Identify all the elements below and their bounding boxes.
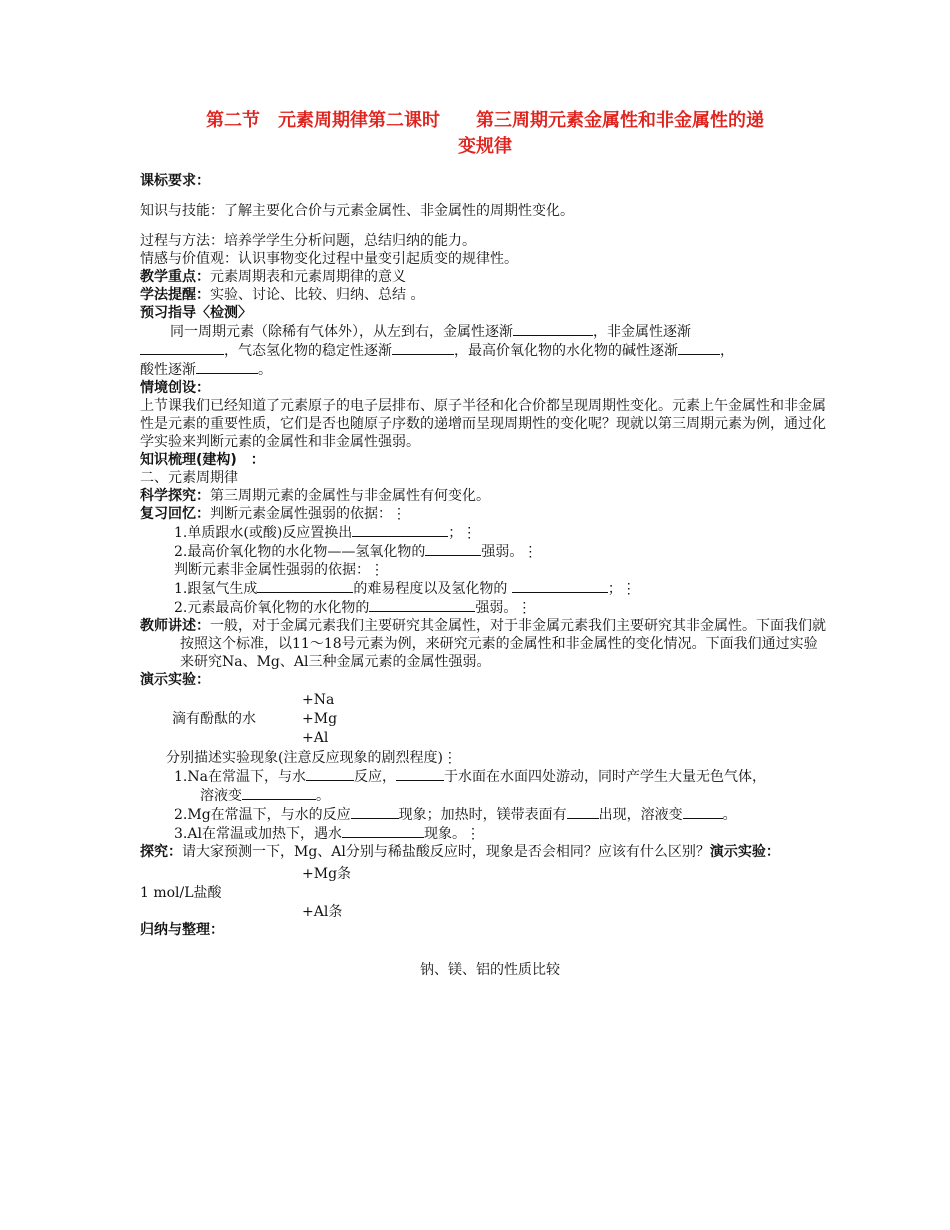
answer-blank[interactable] — [512, 579, 608, 593]
title-line-1: 第二节 元素周期律第二课时 第三周期元素金属性和非金属性的递 — [206, 110, 764, 131]
preview-text-2c: ， — [720, 343, 734, 359]
teaching-focus-label: 教学重点： — [140, 269, 210, 285]
answer-blank[interactable] — [196, 360, 258, 374]
phenomenon-2b: 现象；加热时，镁带表面有 — [398, 807, 567, 823]
nonmetal-criterion-2b: 强弱。⋮ — [475, 600, 532, 616]
phenomenon-3b: 现象。⋮ — [423, 826, 480, 842]
study-tips-label: 学法提醒： — [140, 287, 210, 303]
experiment-2-diagram — [140, 865, 830, 921]
title-line-2: 变规律 — [458, 136, 512, 157]
inquiry-text: 请大家预测一下，Mg、Al分别与稀盐酸反应时，现象是否会相同？应该有什么区别？ — [182, 844, 710, 860]
phenomenon-1-cont — [140, 786, 830, 805]
exp2-add-al: +Al条 — [302, 904, 343, 920]
phenomenon-1a: 1.Na在常温下，与水 — [174, 769, 306, 785]
table-caption: 钠、镁、铝的性质比较 — [420, 962, 560, 978]
phenomenon-1 — [140, 767, 830, 786]
scientific-inquiry — [140, 487, 830, 505]
describe-phenomena: 分别描述实验现象(注意反应现象的剧烈程度)⋮ — [166, 750, 457, 766]
metal-criterion-2 — [140, 542, 830, 561]
answer-blank[interactable] — [678, 341, 720, 355]
preview-text-2b: ，最高价氧化物的水化物的碱性逐渐 — [454, 343, 678, 359]
teaching-focus — [140, 268, 830, 286]
answer-blank[interactable] — [567, 805, 599, 819]
answer-blank[interactable] — [425, 542, 481, 556]
phenomenon-1e: 。 — [316, 788, 330, 804]
preview-text-2a: ，气态氢化物的稳定性逐渐 — [224, 343, 392, 359]
periodic-law-heading: 二、元素周期律 — [140, 470, 238, 486]
scenario-heading: 情境创设： — [140, 380, 210, 396]
phenomenon-2a: 2.Mg在常温下，与水的反应 — [174, 807, 351, 823]
answer-blank[interactable] — [369, 598, 475, 612]
metal-criterion-1a: 1.单质跟水(或酸)反应置换出 — [174, 525, 353, 541]
phenomenon-1c: 于水面在水面四处游动，同时产学生大量无色气体， — [443, 769, 766, 785]
preview-text-1b: ，非金属性逐渐 — [593, 324, 691, 340]
nonmetal-criterion-2 — [140, 598, 830, 617]
answer-blank[interactable] — [342, 824, 424, 838]
preview-heading: 预习指导〈检测〉 — [140, 305, 252, 321]
emotion-values: 情感与价值观：认识事物变化过程中量变引起质变的规律性。 — [140, 251, 518, 267]
phenomenon-2 — [140, 805, 830, 824]
inquiry-demo-label: 演示实验： — [709, 844, 780, 860]
answer-blank[interactable] — [396, 767, 444, 781]
preview-line-3 — [140, 360, 830, 379]
answer-blank[interactable] — [351, 805, 399, 819]
exp1-add-al: +Al — [302, 730, 329, 746]
scientific-inquiry-label: 科学探究： — [140, 488, 210, 504]
teacher-narration-text: 一般，对于金属元素我们主要研究其金属性，对于非金属元素我们主要研究其非金属性。下面我们就按照这个标准，以11～18号元素为例，来研究元素的金属性和非金属性的变化情况。下面我们通过实验来研究Na、Mg、Al三种金属元素的金属性强弱。 — [180, 618, 826, 670]
nonmetal-criterion-2a: 2.元素最高价氧化物的水化物的 — [174, 600, 370, 616]
study-tips — [140, 286, 830, 304]
preview-text-1a: 同一周期元素（除稀有气体外），从左到右，金属性逐渐 — [170, 324, 513, 340]
answer-blank[interactable] — [513, 322, 593, 336]
phenomenon-1d: 溶液变 — [200, 788, 242, 804]
nonmetal-criterion-1b: 的难易程度以及氢化物的 — [353, 581, 512, 597]
answer-blank[interactable] — [352, 523, 448, 537]
scenario-text: 上节课我们已经知道了元素原子的电子层排布、原子半径和化合价都呈现周期性变化。元素上午金属性和非金属性是元素的重要性质，它们是否也随原子序数的递增而呈现周期性的变化呢？现就以第三周期元素为例，通过化学实验来判断元素的金属性和非金属性强弱。 — [140, 398, 826, 450]
process-methods: 过程与方法：培养学学生分析问题，总结归纳的能力。 — [140, 233, 476, 249]
exp2-acid-label: 1 mol/L盐酸 — [140, 885, 222, 901]
teacher-narration — [140, 617, 830, 671]
answer-blank[interactable] — [242, 786, 316, 800]
answer-blank[interactable] — [140, 341, 224, 355]
phenomenon-2d: 。 — [722, 807, 737, 823]
inquiry-label: 探究： — [140, 844, 182, 860]
phenomenon-2c: 出现，溶液变 — [598, 807, 683, 823]
answer-blank[interactable] — [306, 767, 354, 781]
nonmetal-criterion-1 — [140, 579, 830, 598]
preview-line-2 — [140, 341, 830, 360]
exp1-add-mg: +Mg — [302, 711, 338, 727]
answer-blank[interactable] — [683, 805, 723, 819]
preview-text-3b: 。 — [258, 362, 272, 378]
nonmetal-criterion-1a: 1.跟氢气生成 — [174, 581, 258, 597]
answer-blank[interactable] — [392, 341, 454, 355]
review-recall-text: 判断元素金属性强弱的依据：⋮ — [210, 506, 406, 522]
summary-heading: 归纳与整理： — [140, 922, 224, 938]
review-recall-label: 复习回忆： — [140, 506, 210, 522]
phenomenon-1b: 反应， — [353, 769, 396, 785]
knowledge-skills: 知识与技能：了解主要化合价与元素金属性、非金属性的周期性变化。 — [140, 203, 574, 219]
scientific-inquiry-text: 第三周期元素的金属性与非金属性有何变化。 — [210, 488, 490, 504]
nonmetal-criterion-1c: ；⋮ — [607, 581, 636, 597]
preview-text-3a: 酸性逐渐 — [140, 362, 196, 378]
metal-criterion-1b: ；⋮ — [448, 525, 477, 541]
nonmetal-criteria-heading: 判断元素非金属性强弱的依据：⋮ — [174, 562, 384, 578]
worksheet-page — [140, 108, 830, 979]
phenomenon-3a: 3.Al在常温或加热下，遇水 — [174, 826, 342, 842]
preview-line-1 — [140, 322, 830, 341]
study-tips-text: 实验、讨论、比较、归纳、总结 。 — [210, 287, 425, 303]
experiment-1-diagram — [140, 691, 830, 749]
exp1-add-na: +Na — [302, 692, 335, 708]
exp2-add-mg: +Mg条 — [302, 866, 352, 882]
answer-blank[interactable] — [257, 579, 353, 593]
phenomenon-3 — [140, 824, 830, 843]
teaching-focus-text: 元素周期表和元素周期律的意义 — [210, 269, 406, 285]
metal-criterion-1 — [140, 523, 830, 542]
curriculum-heading: 课标要求： — [140, 173, 210, 189]
demo-experiment-heading: 演示实验： — [140, 672, 210, 688]
exp1-water-label: 滴有酚酞的水 — [172, 711, 256, 727]
metal-criterion-2b: 强弱。⋮ — [481, 544, 538, 560]
metal-criterion-2a: 2.最高价氧化物的水化物——氢氧化物的 — [174, 544, 426, 560]
page-title — [140, 108, 830, 160]
knowledge-structure-heading: 知识梳理(建构) ： — [140, 452, 265, 468]
teacher-narration-label: 教师讲述： — [140, 618, 210, 634]
review-recall — [140, 505, 830, 523]
inquiry — [140, 843, 830, 861]
